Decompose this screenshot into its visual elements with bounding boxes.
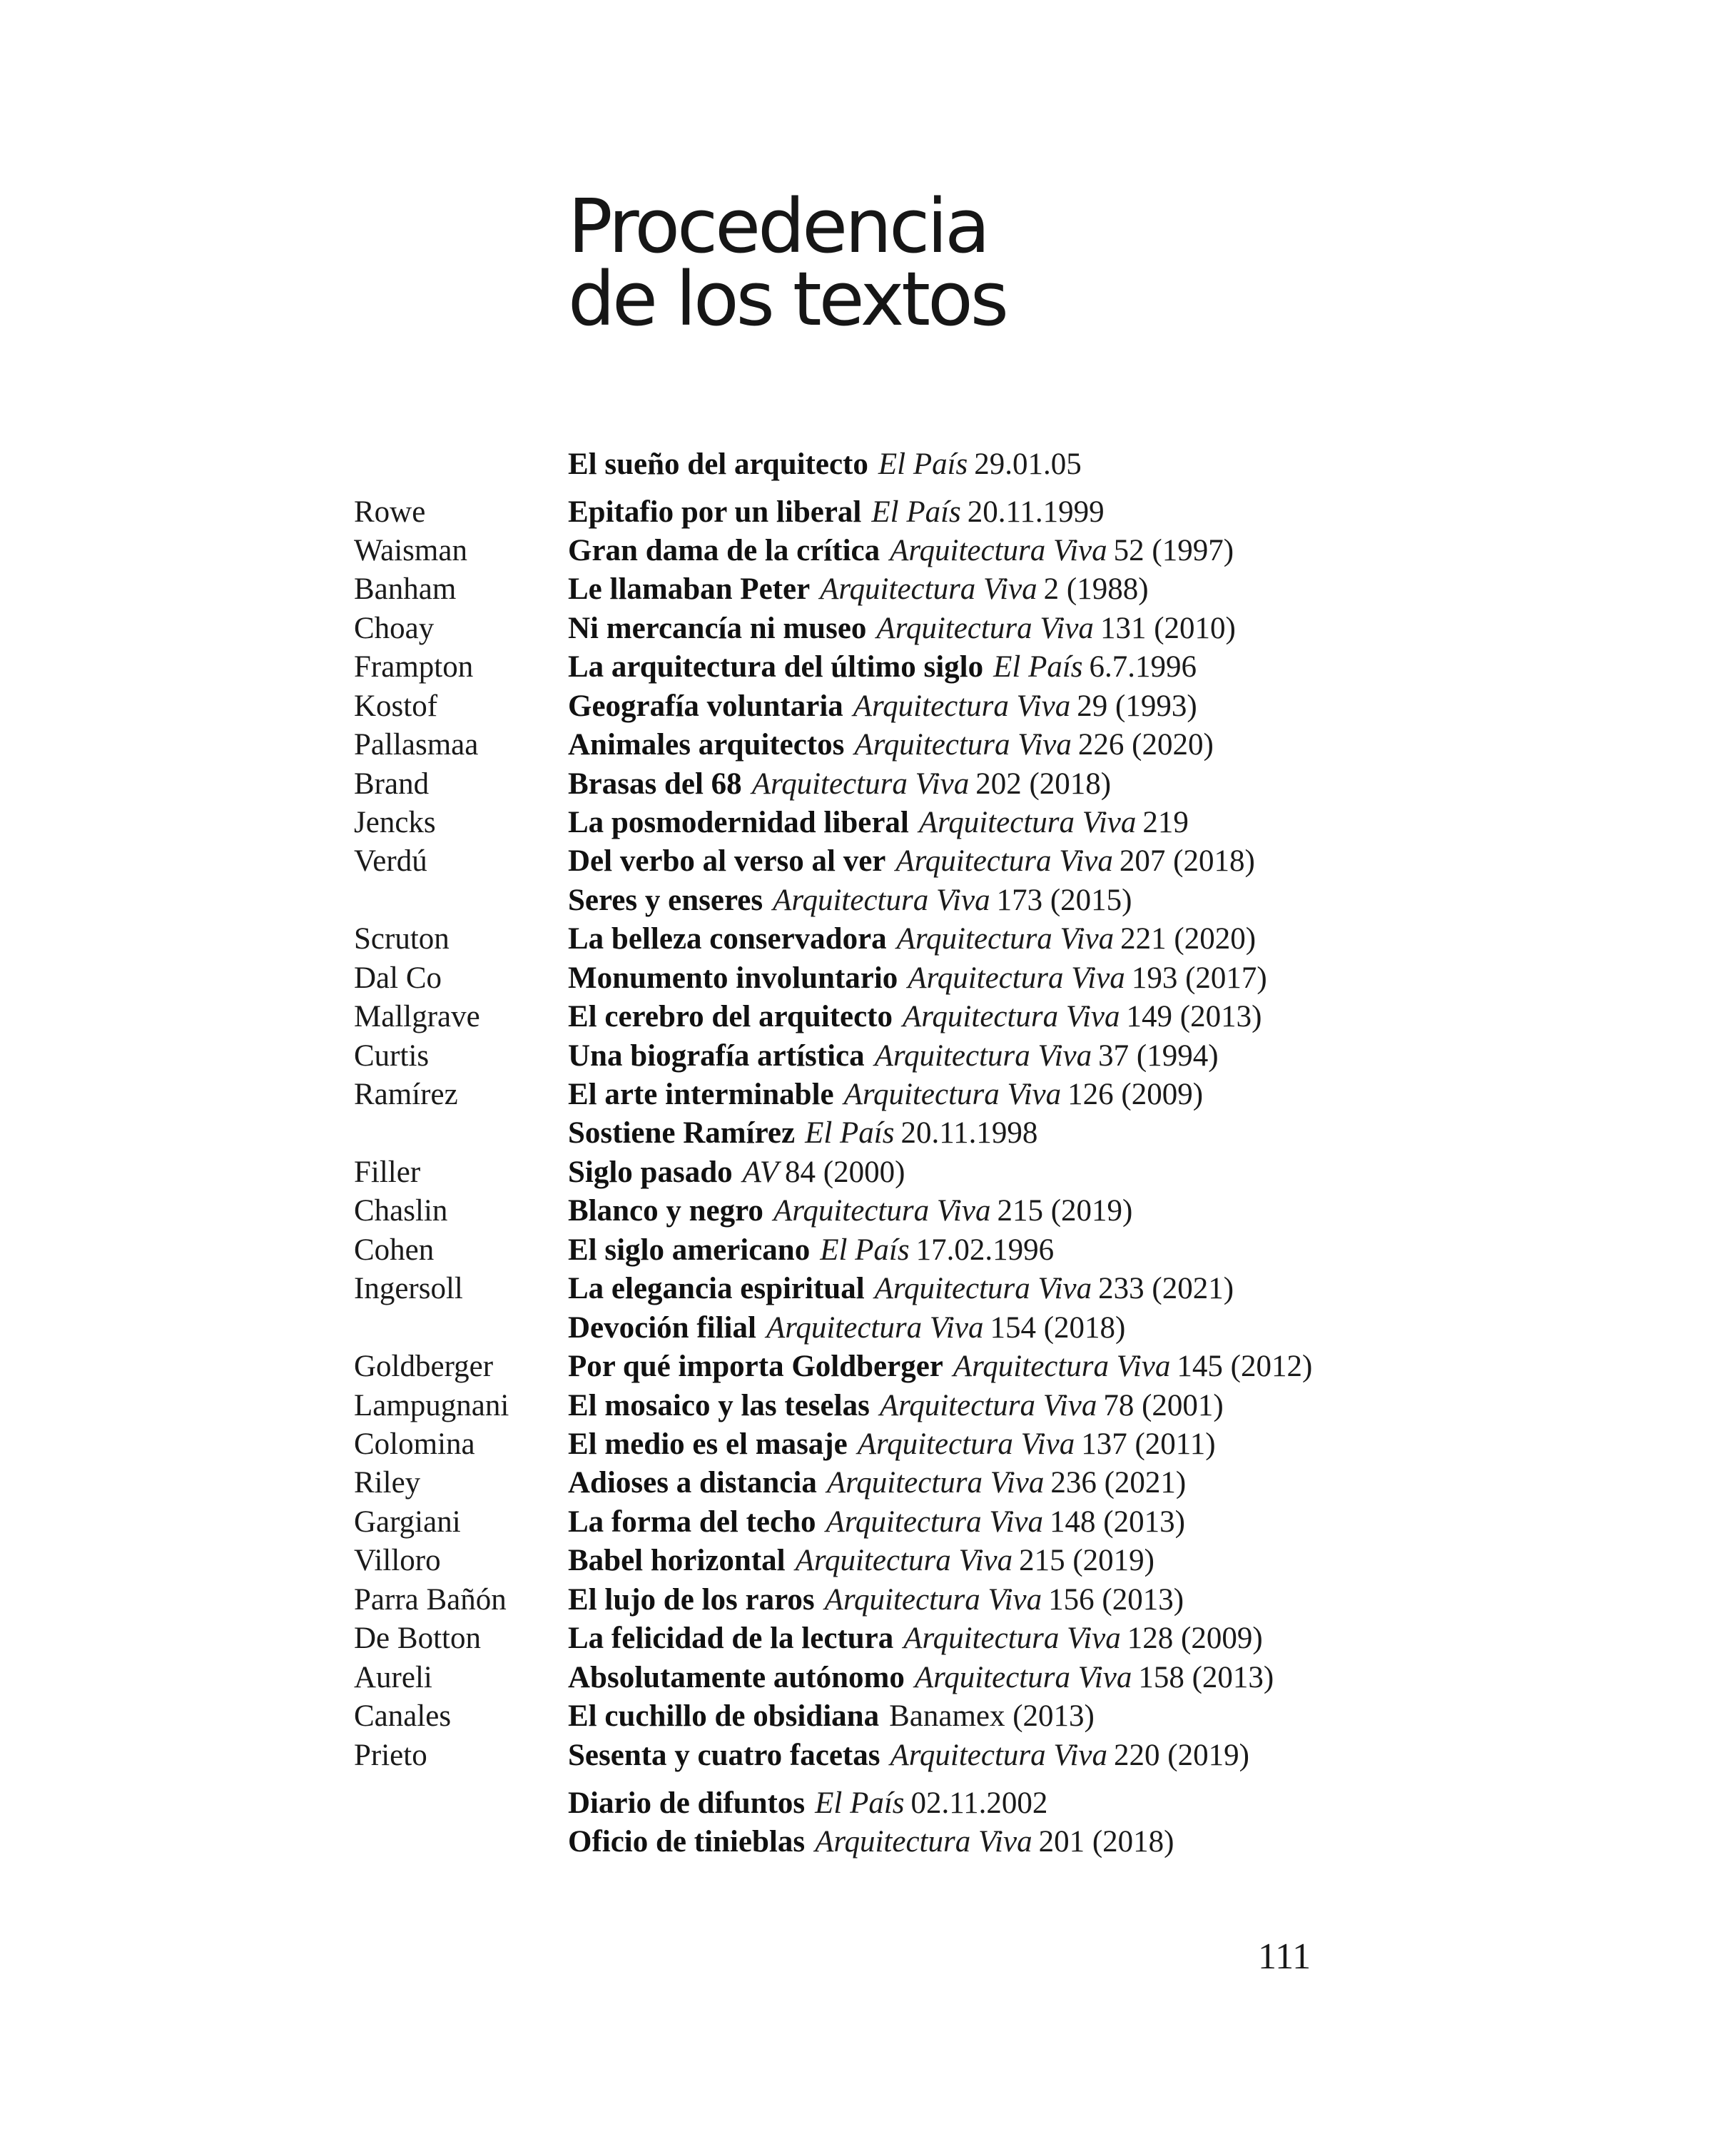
entry-detail: 221 (2020): [1120, 922, 1257, 956]
entry-detail: 78 (2001): [1103, 1389, 1224, 1422]
entry-title: El arte interminable: [568, 1078, 834, 1111]
entry-detail: 6.7.1996: [1089, 650, 1197, 684]
entry-row: [0, 1346, 1736, 1387]
entry-row: [0, 569, 1736, 610]
entry-author: Jencks: [354, 806, 436, 839]
entry-detail: 158 (2013): [1138, 1661, 1274, 1694]
entry-publication: Arquitectura Viva: [908, 961, 1125, 995]
entry-reference: [568, 1036, 1219, 1077]
entry-reference: [568, 530, 1234, 572]
entry-author: De Botton: [354, 1622, 481, 1655]
entry-row: [0, 1462, 1736, 1504]
entry-author: Banham: [354, 572, 457, 606]
entry-reference: [568, 1783, 1047, 1824]
entry-row: [0, 1502, 1736, 1543]
entry-author: Rowe: [354, 495, 426, 529]
entry-author: Scruton: [354, 922, 450, 956]
entry-detail: Banamex (2013): [889, 1699, 1095, 1733]
entry-row: [0, 919, 1736, 960]
entry-row: [0, 1385, 1736, 1427]
entry-author: Chaslin: [354, 1194, 448, 1228]
entry-detail: 219: [1142, 806, 1189, 839]
entry-reference: [568, 1424, 1216, 1465]
entry-detail: 145 (2012): [1177, 1350, 1313, 1383]
entry-detail: 215 (2019): [1019, 1544, 1154, 1577]
entry-title: La elegancia espiritual: [568, 1272, 865, 1305]
entry-detail: 207 (2018): [1119, 844, 1255, 878]
entry-detail: 29.01.05: [974, 448, 1082, 481]
entry-reference: [568, 764, 1111, 805]
entry-reference: [568, 608, 1236, 649]
entry-publication: Arquitectura Viva: [914, 1661, 1132, 1694]
entry-author: Pallasmaa: [354, 728, 479, 762]
entry-row: [0, 530, 1736, 572]
entry-publication: Arquitectura Viva: [815, 1825, 1032, 1859]
entry-author: Waisman: [354, 534, 467, 567]
entry-row: [0, 1268, 1736, 1310]
entry-detail: 37 (1994): [1098, 1039, 1219, 1073]
entry-title: La posmodernidad liberal: [568, 806, 909, 839]
entry-row: [0, 1821, 1736, 1863]
entry-title: El siglo americano: [568, 1233, 811, 1267]
entry-publication: Arquitectura Viva: [903, 1000, 1120, 1033]
entry-row: [0, 492, 1736, 533]
entry-reference: [568, 1540, 1154, 1582]
entry-reference: [568, 686, 1197, 727]
entry-reference: [568, 1696, 1095, 1737]
entry-reference: [568, 1657, 1274, 1699]
entry-row: [0, 802, 1736, 844]
entry-publication: Arquitectura Viva: [826, 1505, 1044, 1539]
entry-title: La belleza conservadora: [568, 922, 887, 956]
entry-author: Cohen: [354, 1233, 435, 1267]
entry-publication: Arquitectura Viva: [795, 1544, 1013, 1577]
entry-reference: [568, 1190, 1132, 1232]
entry-publication: El País: [815, 1786, 905, 1820]
entry-row: [0, 958, 1736, 999]
entry-author: Colomina: [354, 1427, 475, 1461]
entry-publication: Arquitectura Viva: [876, 612, 1094, 645]
entry-reference: [568, 841, 1255, 882]
entry-row: [0, 764, 1736, 805]
entry-reference: [568, 802, 1189, 844]
entry-row: [0, 1308, 1736, 1349]
entry-publication: Arquitectura Viva: [854, 728, 1072, 762]
entry-author: Kostof: [354, 689, 438, 723]
entry-publication: Arquitectura Viva: [824, 1583, 1042, 1617]
entry-title: La arquitectura del último siglo: [568, 650, 984, 684]
entry-detail: 236 (2021): [1050, 1466, 1187, 1500]
entry-author: Curtis: [354, 1039, 430, 1073]
entry-title: Por qué importa Goldberger: [568, 1350, 943, 1383]
entry-author: Brand: [354, 767, 430, 801]
entry-detail: 226 (2020): [1077, 728, 1214, 762]
entry-title: Le llamaban Peter: [568, 572, 811, 606]
entry-row: [0, 1036, 1736, 1077]
entry-reference: [568, 1579, 1184, 1621]
entry-title: Adioses a distancia: [568, 1466, 817, 1500]
entry-row: [0, 724, 1736, 766]
entry-detail: 220 (2019): [1114, 1739, 1249, 1772]
entry-author: Dal Co: [354, 961, 442, 995]
entry-detail: 17.02.1996: [915, 1233, 1055, 1267]
entry-detail: 202 (2018): [975, 767, 1112, 801]
entry-row: [0, 1783, 1736, 1824]
entry-detail: 215 (2019): [997, 1194, 1133, 1228]
entry-author: Frampton: [354, 650, 474, 684]
entry-publication: AV: [742, 1156, 779, 1189]
entry-publication: Arquitectura Viva: [890, 1739, 1107, 1772]
entry-detail: 173 (2015): [996, 884, 1132, 917]
entry-reference: [568, 1346, 1312, 1387]
entry-row: [0, 996, 1736, 1038]
entry-title: Monumento involuntario: [568, 961, 898, 995]
entry-row: [0, 1190, 1736, 1232]
entry-title: La felicidad de la lectura: [568, 1622, 894, 1655]
entry-reference: [568, 1230, 1054, 1271]
entry-publication: Arquitectura Viva: [918, 806, 1137, 839]
entry-reference: [568, 996, 1262, 1038]
entry-title: El lujo de los raros: [568, 1583, 815, 1617]
entry-detail: 2 (1988): [1043, 572, 1149, 606]
entry-publication: Arquitectura Viva: [857, 1427, 1075, 1461]
entry-detail: 52 (1997): [1113, 534, 1234, 567]
entry-title: La forma del techo: [568, 1505, 816, 1539]
entry-detail: 20.11.1999: [967, 495, 1105, 529]
entry-publication: El País: [805, 1116, 895, 1150]
entry-publication: Arquitectura Viva: [896, 922, 1115, 956]
page-number: 111: [1258, 1936, 1311, 1977]
entry-reference: [568, 919, 1256, 960]
entry-author: Filler: [354, 1156, 421, 1189]
entry-author: Mallgrave: [354, 1000, 480, 1033]
entry-publication: Arquitectura Viva: [843, 1078, 1062, 1111]
entry-author: Prieto: [354, 1739, 427, 1772]
entry-reference: [568, 569, 1149, 610]
entry-title: Seres y enseres: [568, 884, 763, 917]
entry-reference: [568, 1618, 1263, 1659]
entry-publication: El País: [878, 448, 968, 481]
entry-row: [0, 444, 1736, 485]
entry-reference: [568, 492, 1105, 533]
entry-author: Aureli: [354, 1661, 432, 1694]
entry-row: [0, 1735, 1736, 1776]
entry-detail: 29 (1993): [1077, 689, 1197, 723]
entry-title: El cerebro del arquitecto: [568, 1000, 893, 1033]
entry-publication: Arquitectura Viva: [820, 572, 1037, 606]
entry-detail: 02.11.2002: [910, 1786, 1048, 1820]
entry-publication: El País: [820, 1233, 910, 1267]
entry-detail: 137 (2011): [1081, 1427, 1216, 1461]
entry-detail: 156 (2013): [1048, 1583, 1184, 1617]
entry-title: Una biografía artística: [568, 1039, 865, 1073]
entry-detail: 201 (2018): [1038, 1825, 1174, 1859]
entry-author: Villoro: [354, 1544, 441, 1577]
entry-detail: 84 (2000): [785, 1156, 905, 1189]
entry-detail: 149 (2013): [1126, 1000, 1262, 1033]
entry-publication: El País: [871, 495, 961, 529]
entry-row: [0, 1540, 1736, 1582]
entry-title: Epitafio por un liberal: [568, 495, 862, 529]
entry-row: [0, 1074, 1736, 1116]
entry-reference: [568, 1735, 1249, 1776]
entry-row: [0, 1657, 1736, 1699]
entry-reference: [568, 880, 1132, 921]
entry-row: [0, 1113, 1736, 1154]
entry-title: Siglo pasado: [568, 1156, 733, 1189]
entry-detail: 131 (2010): [1100, 612, 1236, 645]
entry-publication: Arquitectura Viva: [826, 1466, 1045, 1500]
entry-reference: [568, 647, 1197, 688]
entry-publication: Arquitectura Viva: [751, 767, 970, 801]
entry-publication: Arquitectura Viva: [879, 1389, 1097, 1422]
entry-author: Parra Bañón: [354, 1583, 507, 1617]
entry-row: [0, 880, 1736, 921]
entry-detail: 154 (2018): [990, 1311, 1126, 1345]
entry-row: [0, 1230, 1736, 1271]
entry-reference: [568, 444, 1082, 485]
entry-publication: Arquitectura Viva: [874, 1039, 1092, 1073]
entry-title: Brasas del 68: [568, 767, 742, 801]
entry-publication: Arquitectura Viva: [773, 1194, 991, 1228]
entry-title: Sostiene Ramírez: [568, 1116, 796, 1150]
entry-reference: [568, 724, 1214, 766]
entry-title: Babel horizontal: [568, 1544, 786, 1577]
entry-reference: [568, 1502, 1185, 1543]
entry-title: Del verbo al verso al ver: [568, 844, 886, 878]
entry-publication: Arquitectura Viva: [853, 689, 1071, 723]
entry-detail: 20.11.1998: [900, 1116, 1038, 1150]
entry-title: El cuchillo de obsidiana: [568, 1699, 880, 1733]
entry-title: Gran dama de la crítica: [568, 534, 880, 567]
entry-title: Ni mercancía ni museo: [568, 612, 867, 645]
entry-row: [0, 686, 1736, 727]
entry-row: [0, 1696, 1736, 1737]
entry-reference: [568, 1074, 1203, 1116]
entry-row: [0, 1152, 1736, 1193]
entry-reference: [568, 1821, 1174, 1863]
entry-publication: Arquitectura Viva: [766, 1311, 984, 1345]
entry-author: Canales: [354, 1699, 452, 1733]
entry-reference: [568, 1268, 1234, 1310]
entry-row: [0, 608, 1736, 649]
entry-title: Blanco y negro: [568, 1194, 763, 1228]
entry-publication: Arquitectura Viva: [874, 1272, 1092, 1305]
entry-title: Geografía voluntaria: [568, 689, 843, 723]
page-title-line-2: de los textos: [568, 256, 1006, 343]
entry-reference: [568, 958, 1267, 999]
entry-title: Animales arquitectos: [568, 728, 845, 762]
entry-row: [0, 647, 1736, 688]
entry-author: Goldberger: [354, 1350, 494, 1383]
entry-detail: 126 (2009): [1067, 1078, 1204, 1111]
entry-publication: Arquitectura Viva: [903, 1622, 1121, 1655]
entry-author: Verdú: [354, 844, 427, 878]
entry-row: [0, 1618, 1736, 1659]
entry-author: Ramírez: [354, 1078, 458, 1111]
entry-detail: 128 (2009): [1127, 1622, 1263, 1655]
entry-publication: Arquitectura Viva: [773, 884, 990, 917]
entry-publication: El País: [993, 650, 1083, 684]
entry-author: Lampugnani: [354, 1389, 509, 1422]
entry-publication: Arquitectura Viva: [895, 844, 1113, 878]
entry-detail: 233 (2021): [1098, 1272, 1234, 1305]
entry-detail: 193 (2017): [1131, 961, 1267, 995]
entry-reference: [568, 1152, 905, 1193]
entry-reference: [568, 1308, 1125, 1349]
entry-row: [0, 1424, 1736, 1465]
entry-title: Oficio de tinieblas: [568, 1825, 806, 1859]
entry-author: Ingersoll: [354, 1272, 463, 1305]
page-title-line-1: Procedencia: [568, 183, 988, 270]
entry-detail: 148 (2013): [1050, 1505, 1185, 1539]
entry-reference: [568, 1385, 1224, 1427]
entry-title: El mosaico y las teselas: [568, 1389, 870, 1422]
entry-author: Riley: [354, 1466, 421, 1500]
entry-reference: [568, 1462, 1186, 1504]
entry-title: Absolutamente autónomo: [568, 1661, 905, 1694]
entry-title: Diario de difuntos: [568, 1786, 806, 1820]
entry-author: Gargiani: [354, 1505, 461, 1539]
entry-reference: [568, 1113, 1037, 1154]
entry-author: Choay: [354, 612, 435, 645]
entry-title: Sesenta y cuatro facetas: [568, 1739, 880, 1772]
entry-row: [0, 1579, 1736, 1621]
entry-row: [0, 841, 1736, 882]
entry-publication: Arquitectura Viva: [953, 1350, 1171, 1383]
entry-publication: Arquitectura Viva: [890, 534, 1107, 567]
entry-title: El sueño del arquitecto: [568, 448, 868, 481]
entry-title: Devoción filial: [568, 1311, 756, 1345]
entry-title: El medio es el masaje: [568, 1427, 848, 1461]
